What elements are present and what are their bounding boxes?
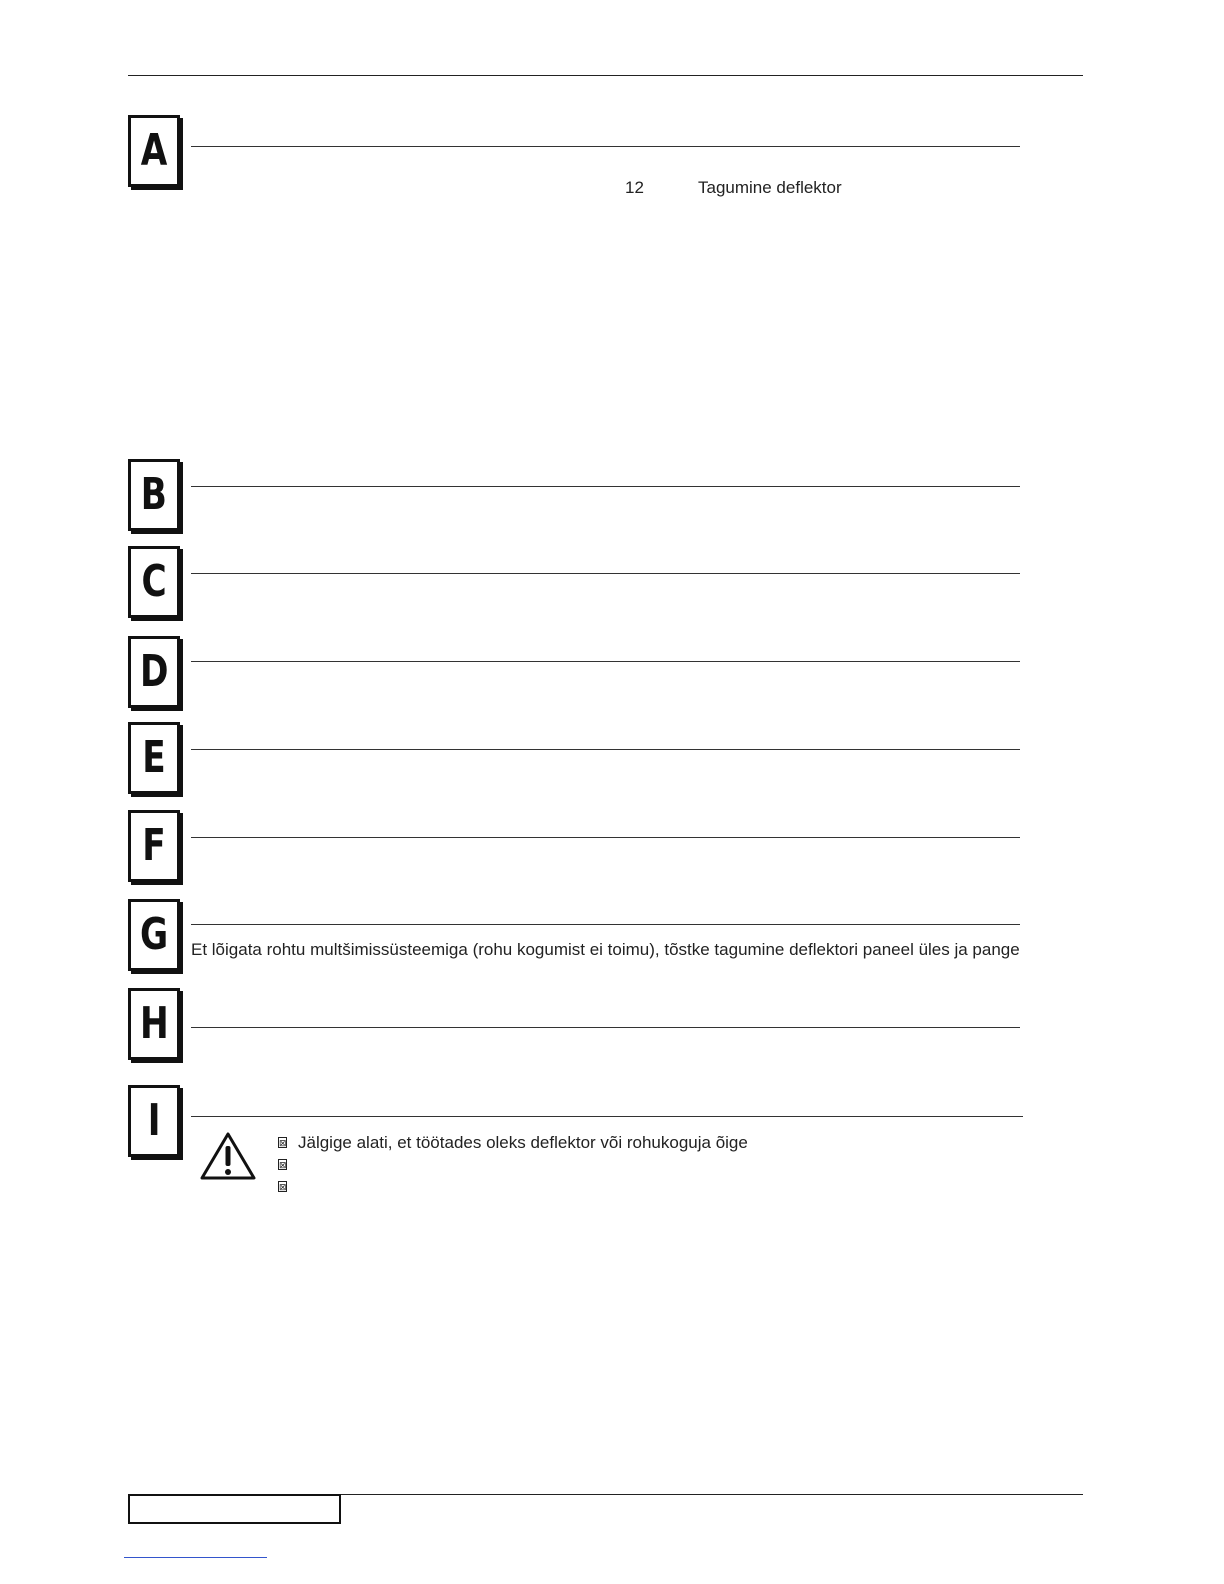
section-label-a bbox=[128, 115, 180, 187]
section-letter: F bbox=[142, 820, 166, 871]
section-label-b bbox=[128, 459, 180, 531]
section-rule-i bbox=[191, 1116, 1023, 1117]
bullet-box: ⊠ bbox=[279, 1160, 287, 1170]
section-letter: H bbox=[139, 998, 169, 1049]
section-rule-g bbox=[191, 924, 1020, 925]
bullet-box: ⊠ bbox=[279, 1182, 287, 1192]
section-letter: C bbox=[141, 556, 167, 607]
section-rule-c bbox=[191, 573, 1020, 574]
warning-item: Jälgige alati, et töötades oleks deflektor või rohukoguja õige bbox=[298, 1133, 748, 1152]
section-rule-d bbox=[191, 661, 1020, 662]
section-label-f bbox=[128, 810, 180, 882]
section-rule-e bbox=[191, 749, 1020, 750]
section-label-c bbox=[128, 546, 180, 618]
section-letter: A bbox=[140, 125, 168, 176]
section-rule-b bbox=[191, 486, 1020, 487]
warning-triangle-icon bbox=[199, 1131, 257, 1181]
section-label-g bbox=[128, 899, 180, 971]
footer-link-underline[interactable] bbox=[124, 1557, 267, 1558]
header-rule bbox=[128, 75, 1083, 76]
section-label-i bbox=[128, 1085, 180, 1157]
section-rule-h bbox=[191, 1027, 1020, 1028]
bullet-box: ⊠ bbox=[279, 1138, 287, 1148]
section-letter: G bbox=[139, 909, 169, 960]
footer-page-box bbox=[128, 1494, 341, 1524]
section-rule-a bbox=[191, 146, 1020, 147]
section-rule-f bbox=[191, 837, 1020, 838]
section-letter: E bbox=[142, 732, 166, 783]
mulching-instruction: Et lõigata rohtu multšimissüsteemiga (rohu kogumist ei toimu), tõstke tagumine deflektori paneel üles ja pange bbox=[191, 940, 1020, 959]
section-label-h bbox=[128, 988, 180, 1060]
section-label-e bbox=[128, 722, 180, 794]
section-label-d bbox=[128, 636, 180, 708]
part-label: Tagumine deflektor bbox=[698, 178, 842, 197]
section-letter: B bbox=[140, 469, 168, 520]
section-letter: D bbox=[139, 646, 169, 697]
part-number: 12 bbox=[625, 178, 644, 197]
section-letter: I bbox=[147, 1095, 161, 1146]
